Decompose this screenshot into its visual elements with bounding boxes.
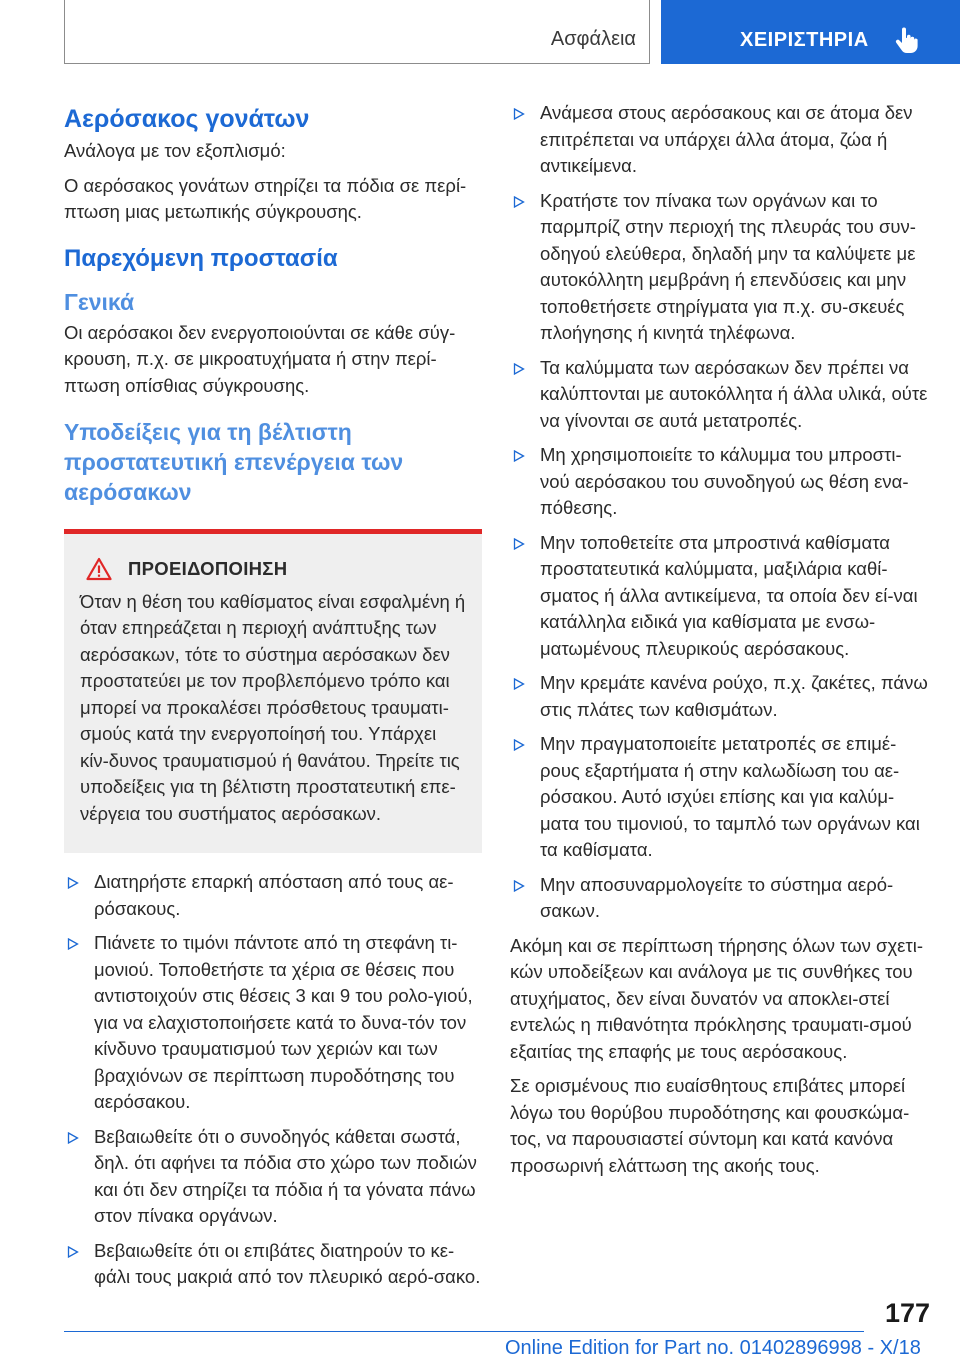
knee-airbag-description: Ο αερόσακος γονάτων στηρίζει τα πόδια σε περί-πτωση μιας μετωπικής σύγκρουσης.	[64, 174, 467, 222]
list-item-text: Μην κρεμάτε κανένα ρούχο, π.χ. ζακέτες, πάνω στις πλάτες των καθισμάτων.	[540, 672, 928, 720]
warning-title-row	[80, 556, 468, 583]
list-item	[64, 1124, 482, 1230]
section-title: Ασφάλεια	[550, 28, 636, 50]
header-divider-right	[649, 0, 650, 64]
list-item	[64, 1238, 482, 1291]
list-item-text: Βεβαιωθείτε ότι ο συνοδηγός κάθεται σωστά, δηλ. ότι αφήνει τα πόδια στο χώρο των ποδιών και ότι δεν στηρίζει τα πόδια ή τα γόνατα πάνω στον πίνακα οργάνων.	[94, 1125, 477, 1226]
triangle-bullet-icon	[513, 538, 525, 550]
page-number: 177	[884, 1298, 930, 1328]
right-bullet-list	[510, 100, 930, 925]
warning-triangle-icon	[86, 557, 112, 581]
list-item	[510, 670, 930, 723]
triangle-bullet-icon	[513, 450, 525, 462]
list-item	[510, 530, 930, 663]
list-item	[64, 930, 482, 1116]
warning-title: ΠΡΟΕΙΔΟΠΟΙΗΣΗ	[128, 558, 288, 579]
list-item-text: Διατηρήστε επαρκή απόσταση από τους αε-ρόσακους.	[94, 871, 454, 919]
left-column	[64, 100, 482, 1299]
warning-text: Όταν η θέση του καθίσματος είναι εσφαλμένη ή όταν επηρεάζεται η περιοχή ανάπτυξης των αερόσακων, τότε το σύστημα αερόσακων δεν προστατεύει με τον προβλεπόμενο τρόπο και μπορεί να προκαλέσει πρόσθετους τραυματι-σμούς κατά την ενεργοποίησή του. Υπάρχει κίν-δυνος τραυματισμού ή θανάτου. Τηρείτε τις υποδείξεις για τη βέλτιστη προστατευτική επε-νέργεια του συστήματος αερόσακων.	[80, 590, 466, 824]
triangle-bullet-icon	[513, 739, 525, 751]
header-divider-left	[64, 0, 65, 64]
protection-heading: Παρεχόμενη προστασία	[64, 244, 338, 272]
triangle-bullet-icon	[513, 108, 525, 120]
list-item-text: Βεβαιωθείτε ότι οι επιβάτες διατηρούν το κε-φάλι τους μακριά από τον πλευρικό αερό-σακο.	[94, 1239, 481, 1287]
triangle-bullet-icon	[67, 1246, 79, 1258]
right-column	[510, 100, 930, 1187]
triangle-bullet-icon	[67, 938, 79, 950]
list-item	[510, 100, 930, 180]
header-divider-bottom	[64, 63, 650, 64]
triangle-bullet-icon	[513, 363, 525, 375]
list-item-text: Μην αποσυναρμολογείτε το σύστημα αερό-σακων.	[540, 873, 894, 921]
list-item-text: Τα καλύμματα των αερόσακων δεν πρέπει να καλύπτονται με αυτοκόλλητα ή άλλα υλικά, ούτε να γίνονται σε αυτά μετατροπές.	[540, 356, 928, 431]
list-item	[64, 869, 482, 922]
warning-box	[64, 534, 482, 853]
equipment-note: Ανάλογα με τον εξοπλισμό:	[64, 140, 286, 161]
list-item	[510, 442, 930, 522]
edition-footer: Online Edition for Part no. 01402896998 - X/18	[505, 1337, 921, 1359]
list-item	[510, 188, 930, 347]
list-item-text: Μην τοποθετείτε στα μπροστινά καθίσματα προστατευτικά καλύμματα, μαξιλάρια καθί-σματος ή άλλα αντικείμενα, τα οποία δεν εί-ναι κατάλληλα ειδικά για καθίσματα με ενσω-ματωμένους πλευρικούς αερόσακους.	[540, 531, 918, 659]
list-item-text: Μην πραγματοποιείτε μετατροπές σε επιμέ-ρους εξαρτήματα ή στην καλωδίωση του αε-ρόσακου. Αυτό ισχύει επίσης και για καλύμ-ματα του τιμονιού, το ταμπλό των οργάνων και τα καθίσματα.	[540, 733, 920, 860]
list-item	[510, 872, 930, 925]
knee-airbag-heading: Αερόσακος γονάτων	[64, 105, 310, 133]
tips-heading: Υποδείξεις για τη βέλτιστη προστατευτική επενέργεια των αερόσακων	[64, 419, 404, 505]
hearing-note-paragraph: Σε ορισμένους πιο ευαίσθητους επιβάτες μπορεί λόγω του θορύβου πυροδότησης και φουσκώμα-τος, να παρουσιαστεί σύντομη και κατά κανόνα προσωρινή ελάττωση της ακοής τους.	[510, 1075, 910, 1176]
left-bullet-list	[64, 869, 482, 1291]
hand-pointer-icon	[893, 26, 921, 54]
general-text: Οι αερόσακοι δεν ενεργοποιούνται σε κάθε σύγ-κρουση, π.χ. σε μικροατυχήματα ή στην περί-πτωση οπίσθιας σύγκρουσης.	[64, 321, 456, 396]
list-item-text: Πιάνετε το τιμόνι πάντοτε από τη στεφάνη τι-μονιού. Τοποθετήστε τα χέρια σε θέσεις που αντιστοιχούν στις θέσεις 3 και 9 του ρολο-γιού, για να ελαχιστοποιήσετε κατά το δυνα-τόν τον κίνδυνο τραυματισμού των χεριών και των βραχιόνων σε περίπτωση πυροδότησης του αερόσακου.	[94, 932, 473, 1112]
triangle-bullet-icon	[513, 880, 525, 892]
list-item	[510, 731, 930, 864]
residual-risk-paragraph: Ακόμη και σε περίπτωση τήρησης όλων των σχετι-κών υποδείξεων και ανάλογα με τις συνθήκες του ατυχήματος, δεν είναι δυνατόν να αποκλει-στεί εντελώς η πιθανότητα πρόκλησης τραυματι-σμού εξαιτίας της επαφής με τους αερόσακους.	[510, 934, 924, 1062]
general-heading: Γενικά	[64, 288, 135, 315]
triangle-bullet-icon	[67, 877, 79, 889]
tab-controls[interactable]	[661, 0, 960, 64]
triangle-bullet-icon	[513, 678, 525, 690]
list-item-text: Κρατήστε τον πίνακα των οργάνων και το παρμπρίζ στην περιοχή της πλευράς του συν-οδηγού ελεύθερα, δηλαδή μην τα καλύψετε με αυτοκόλλητη μεμβράνη ή επενδύσεις και μην τοποθετήσετε στηρίγματα για π.χ. συ-σκευές πλοήγησης ή κινητά τηλέφωνα.	[540, 189, 916, 343]
triangle-bullet-icon	[67, 1132, 79, 1144]
list-item	[510, 355, 930, 435]
footer-rule	[64, 1331, 864, 1332]
tab-controls-label: ΧΕΙΡΙΣΤΗΡΙΑ	[740, 29, 869, 51]
list-item-text: Ανάμεσα στους αερόσακους και σε άτομα δεν επιτρέπεται να υπάρχει άλλα άτομα, ζώα ή αντικείμενα.	[540, 102, 913, 176]
triangle-bullet-icon	[513, 196, 525, 208]
list-item-text: Μη χρησιμοποιείτε το κάλυμμα του μπροστι-νού αερόσακου του συνοδηγού ως θέση ενα-πόθεσης.	[540, 444, 909, 518]
